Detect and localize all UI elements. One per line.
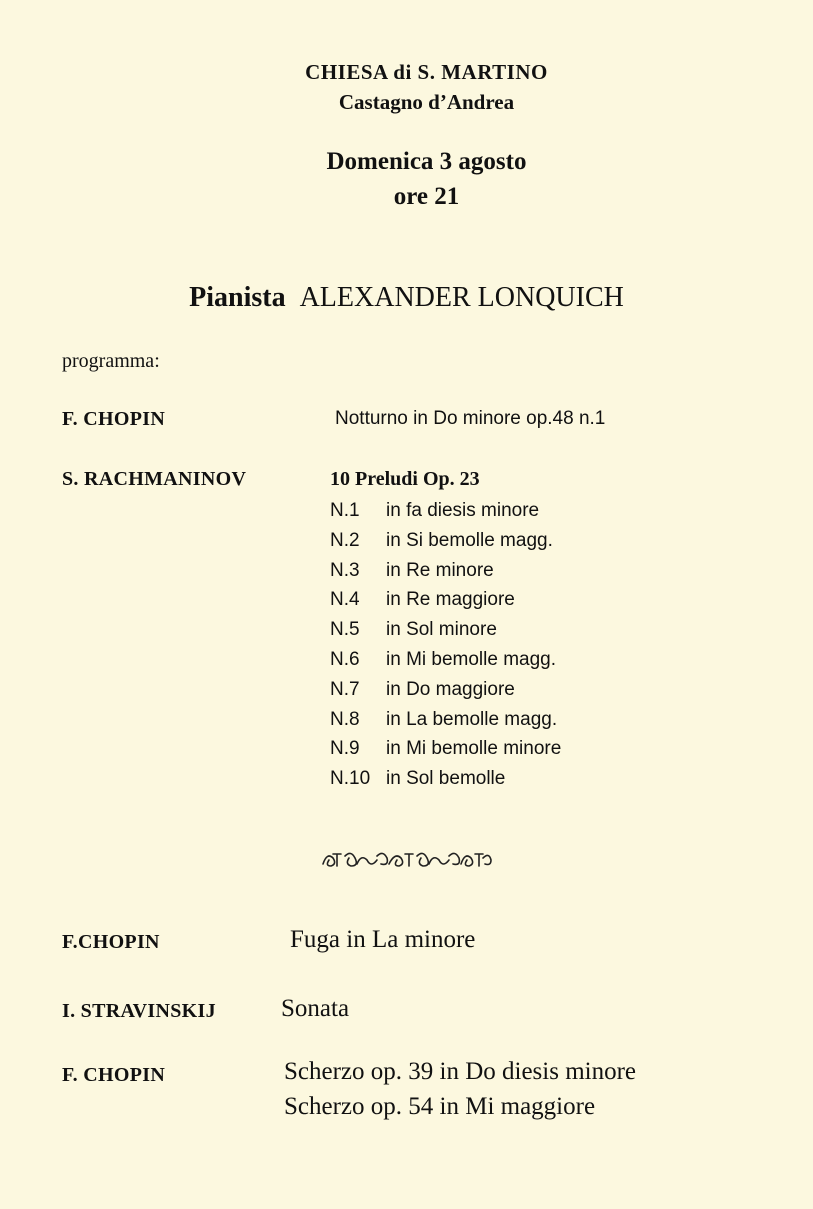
prelude-number: N.3	[330, 559, 360, 581]
list-item	[330, 526, 561, 556]
prelude-number: N.4	[330, 589, 360, 611]
work-scherzo-54: Scherzo op. 54 in Mi maggiore	[284, 1093, 596, 1120]
list-item	[330, 734, 561, 764]
performer-name: ALEXANDER LONQUICH	[299, 282, 624, 313]
prelude-key: in Re maggiore	[386, 589, 515, 611]
performer-role: Pianista	[189, 282, 286, 313]
prelude-number: N.5	[330, 619, 360, 641]
list-item	[330, 585, 561, 615]
concert-time: ore 21	[393, 183, 460, 210]
prelude-number: N.6	[330, 648, 360, 670]
prelude-key: in Mi bemolle minore	[386, 738, 562, 760]
performer-line	[0, 282, 813, 314]
list-item	[330, 615, 561, 645]
composer-rachmaninov: S. RACHMANINOV	[62, 468, 247, 490]
work-fuga: Fuga in La minore	[290, 926, 476, 953]
church-name: CHIESA di S. MARTINO	[305, 60, 548, 84]
composer-stravinskij: I. STRAVINSKIJ	[62, 1000, 216, 1022]
list-item	[330, 556, 561, 586]
preludes-title: 10 Preludi Op. 23	[330, 468, 480, 490]
prelude-number: N.2	[330, 529, 360, 551]
prelude-key: in fa diesis minore	[386, 500, 540, 521]
prelude-key: in Sol bemolle	[386, 768, 506, 790]
prelude-number: N.9	[330, 738, 360, 760]
composer-chopin-3: F. CHOPIN	[62, 1064, 166, 1086]
composer-chopin-1: F. CHOPIN	[62, 408, 166, 430]
prelude-key: in La bemolle magg.	[386, 708, 558, 730]
list-item	[330, 705, 561, 735]
prelude-number: N.8	[330, 708, 360, 730]
list-item	[330, 764, 561, 794]
prelude-key: in Re minore	[386, 559, 494, 581]
prelude-key: in Si bemolle magg.	[386, 529, 553, 551]
program-label: programma:	[62, 350, 160, 372]
work-nocturne: Notturno in Do minore op.48 n.1	[335, 408, 606, 429]
list-item	[330, 675, 561, 705]
prelude-key: in Do maggiore	[386, 678, 515, 700]
composer-chopin-2: F.CHOPIN	[62, 931, 160, 953]
prelude-key: in Mi bemolle magg.	[386, 648, 557, 670]
list-item	[330, 645, 561, 675]
prelude-key: in Sol minore	[386, 619, 497, 641]
prelude-number: N.1	[330, 500, 360, 521]
concert-date: Domenica 3 agosto	[326, 148, 527, 175]
prelude-number: N.7	[330, 678, 360, 700]
location: Castagno d’Andrea	[338, 90, 515, 114]
ornamental-divider-icon	[0, 846, 813, 877]
work-sonata: Sonata	[281, 995, 350, 1022]
work-scherzo-39: Scherzo op. 39 in Do diesis minore	[284, 1058, 637, 1085]
list-item	[330, 496, 561, 526]
preludes-list	[330, 496, 561, 794]
prelude-number: N.10	[330, 768, 371, 790]
